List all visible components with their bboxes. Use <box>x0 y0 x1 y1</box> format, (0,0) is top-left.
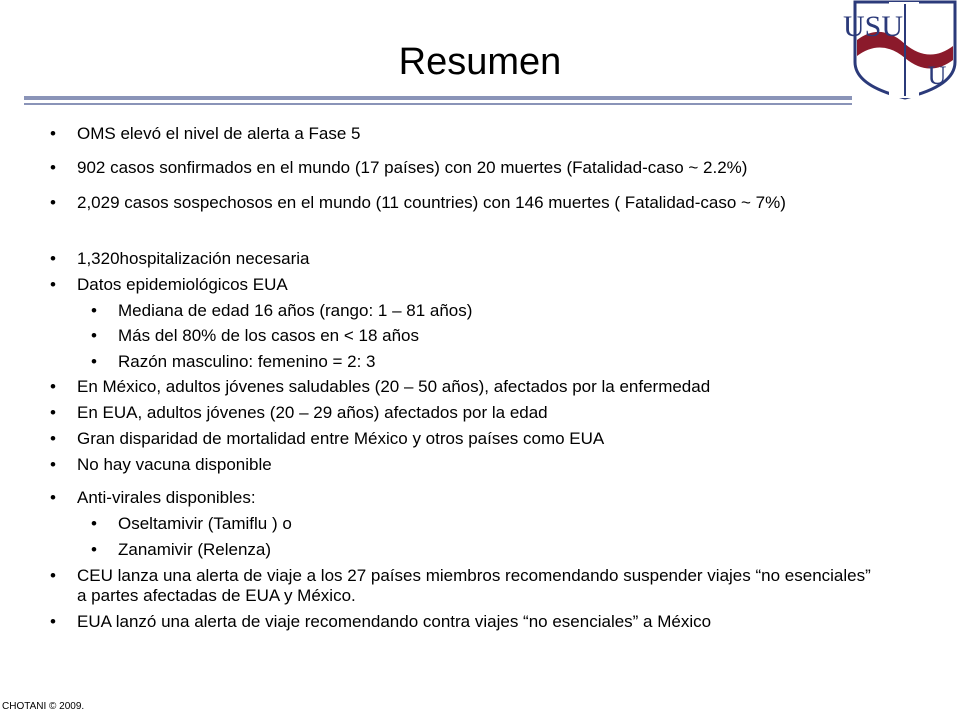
bullet-item: • EUA lanzó una alerta de viaje recomendando contra viajes “no esenciales” a México <box>50 612 712 631</box>
bullet-item: • Gran disparidad de mortalidad entre México y otros países como EUA <box>50 429 605 448</box>
svg-text:U: U <box>927 61 947 90</box>
slide-title: Resumen <box>398 41 562 83</box>
copyright-footer: CHOTANI © 2009. <box>2 701 85 712</box>
bullet-item: • 2,029 casos sospechosos en el mundo (11 countries) con 146 muertes ( Fatalidad-caso ~ 7%) <box>50 193 786 212</box>
usu-logo <box>842 0 959 100</box>
bullet-item: • No hay vacuna disponible <box>50 455 272 474</box>
bullet-item: • En México, adultos jóvenes saludables (20 – 50 años), afectados por la enfermedad <box>50 377 711 396</box>
bullet-item: • 902 casos sonfirmados en el mundo (17 países) con 20 muertes (Fatalidad-caso ~ 2.2%) <box>50 158 748 177</box>
title-underline <box>24 96 852 100</box>
bullet-item: • CEU lanza una alerta de viaje a los 27 países miembros recomendando suspender viajes “no esenciales” a partes afectadas de EUA y México. <box>50 566 871 605</box>
bullet-item: • En EUA, adultos jóvenes (20 – 29 años) afectados por la edad <box>50 403 548 422</box>
bullet-item: • Datos epidemiológicos EUA <box>50 275 288 294</box>
sub-bullet-item: • Mediana de edad 16 años (rango: 1 – 81 años) <box>91 301 473 320</box>
bullet-item: • OMS elevó el nivel de alerta a Fase 5 <box>50 124 361 143</box>
sub-bullet-item: • Más del 80% de los casos en < 18 años <box>91 326 419 345</box>
bullet-item: • Anti-virales disponibles: <box>50 488 256 507</box>
bullet-item: • 1,320hospitalización necesaria <box>50 249 310 268</box>
sub-bullet-item: • Zanamivir (Relenza) <box>91 540 272 559</box>
title-underline-thin <box>24 103 852 105</box>
sub-bullet-item: • Oseltamivir (Tamiflu ) o <box>91 514 292 533</box>
svg-text:USU: USU <box>842 10 904 43</box>
sub-bullet-item: • Razón masculino: femenino = 2: 3 <box>91 352 376 371</box>
